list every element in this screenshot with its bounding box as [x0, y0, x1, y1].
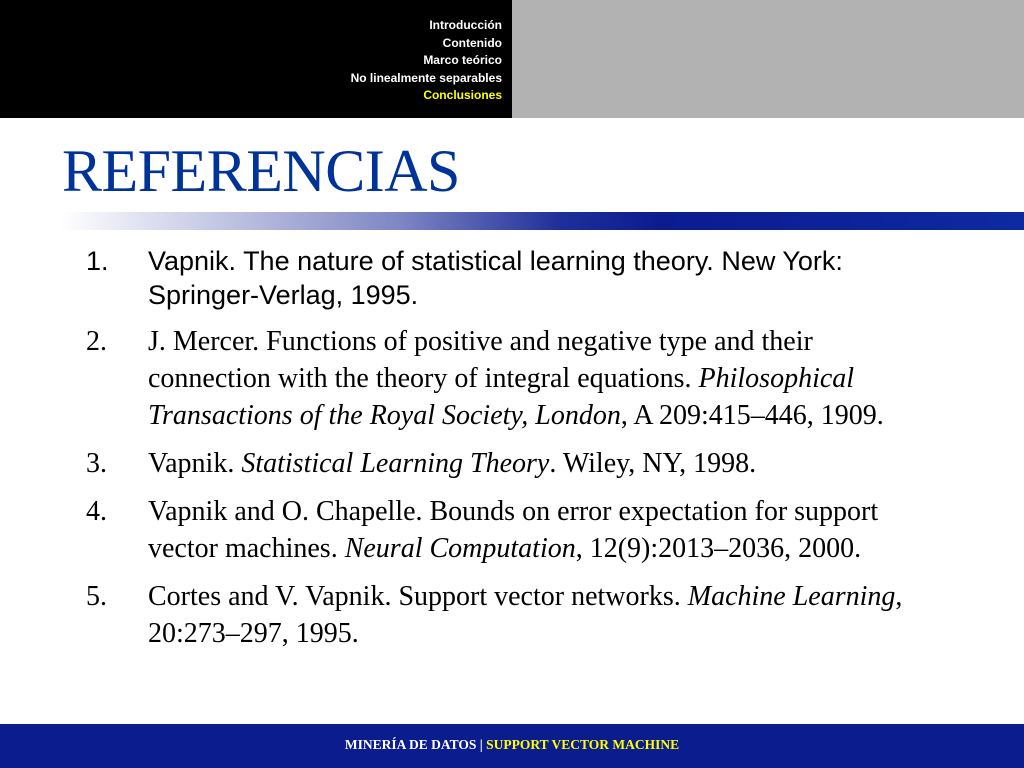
reference-number: 1. [86, 246, 109, 276]
reference-item [86, 493, 936, 567]
footer-separator: | [476, 737, 487, 752]
reference-item [86, 578, 936, 652]
reference-title-italic: Statistical Learning Theory [241, 448, 550, 479]
reference-text [148, 578, 936, 652]
reference-text [148, 244, 936, 312]
footer-text [0, 737, 1024, 753]
section-nav-panel [0, 0, 512, 118]
reference-text [148, 445, 936, 482]
reference-text-run: Vapnik. The nature of statistical learning theory. New York: Springer-Verlag, 1995. [148, 246, 843, 310]
reference-list [86, 244, 936, 652]
nav-item-conclusiones[interactable]: Conclusiones [423, 88, 502, 102]
reference-number: 5. [86, 581, 107, 612]
reference-text-run: Vapnik and O. Chapelle. Bounds on error expectation for support vector machines. [148, 496, 879, 564]
reference-text [148, 323, 936, 434]
reference-text-run: Vapnik. [148, 448, 242, 479]
footer-course-label: MINERÍA DE DATOS [344, 737, 477, 752]
nav-item-introduccion[interactable]: Introducción [429, 18, 502, 32]
reference-number: 3. [86, 448, 107, 479]
nav-item-marco-teorico[interactable]: Marco teórico [423, 53, 502, 67]
reference-text [148, 493, 936, 567]
reference-title-italic: Philosophical Transactions of the Royal Society, London [148, 363, 855, 431]
reference-text-run: , 20:273–297, 1995. [148, 581, 903, 649]
reference-item [86, 323, 936, 434]
header-gray-panel [512, 0, 1024, 118]
reference-item [86, 244, 936, 312]
reference-title-italic: Machine Learning [687, 581, 896, 612]
reference-text-run: Cortes and V. Vapnik. Support vector networks. [148, 581, 688, 612]
reference-text-run: J. Mercer. Functions of positive and negative type and their connection with the theory of integral equations. [148, 326, 813, 394]
reference-text-run: . Wiley, NY, 1998. [549, 448, 757, 479]
reference-number: 2. [86, 326, 107, 357]
section-nav-list [351, 17, 502, 105]
nav-item-no-linealmente-separables[interactable]: No linealmente separables [350, 70, 502, 85]
reference-text-run: , A 209:415–446, 1909. [620, 400, 884, 431]
footer-topic-label: SUPPORT VECTOR MACHINE [486, 737, 680, 752]
reference-title-italic: Neural Computation [344, 533, 576, 564]
title-gradient-rule [0, 212, 1024, 230]
reference-text-run: , 12(9):2013–2036, 2000. [575, 533, 862, 564]
nav-item-contenido[interactable]: Contenido [442, 35, 502, 50]
reference-number: 4. [86, 496, 107, 527]
reference-item [86, 445, 936, 482]
slide-title: REFERENCIAS [62, 138, 460, 204]
